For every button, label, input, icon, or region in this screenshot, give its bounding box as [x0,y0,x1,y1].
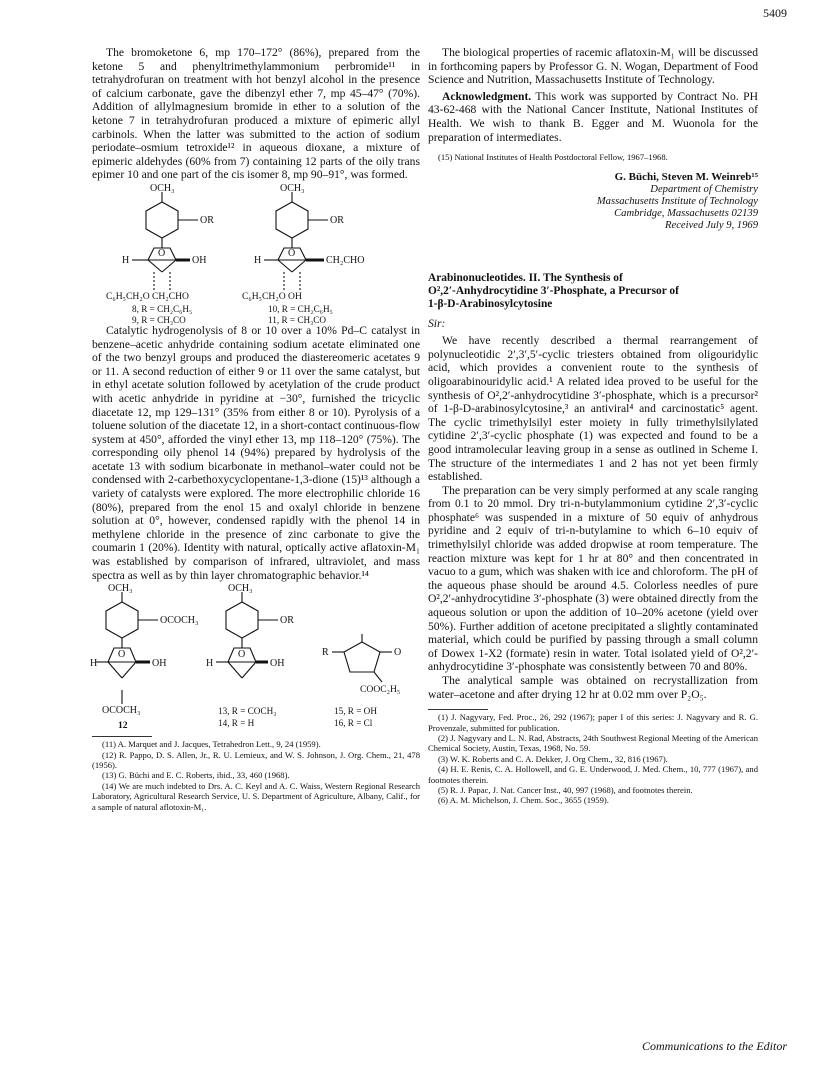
ack-text: This work was supported by Contract No. PH 43-62-468 with the National Cancer Institute, National Institutes of Health. We wish to thank B. Egger and M. Wuonola for the preparation of intermediates. [428,89,758,144]
label-h: H [90,658,98,670]
footnote: (14) We are much indebted to Drs. A. C. Keyl and A. C. Waiss, Western Regional Research Laboratory, Agricultural Research Service, U. S. Department of Agriculture, Albany, Calif., for a sample of natural aflotoxin-M₁. [92,780,420,812]
label-och3: OCH₃ [108,583,133,595]
footnote: (1) J. Nagyvary, Fed. Proc., 26, 292 (1967); paper I of this series: J. Nagyvary and R. G. Provenzale, submitted for publication. [428,712,758,733]
label-ch2cho: CH₂CHO [326,254,365,266]
institution: Massachusetts Institute of Technology [596,195,758,207]
footnote: (12) R. Pappo, D. S. Allen, Jr., R. U. Lemieux, and W. S. Johnson, J. Org. Chem., 21, 478 (1956). [92,749,420,771]
footnote: (3) W. K. Roberts and C. A. Dekker, J. Org Chem., 32, 816 (1967). [438,753,668,764]
left-column [92,46,420,812]
footnote: (15) National Institutes of Health Postdoctoral Fellow, 1967–1968. [438,152,668,163]
structure-drawing [92,182,420,324]
compound-label-8: 8, R = CH₂C₆H₅ [132,303,193,314]
footnote: (13) G. Büchi and E. C. Roberts, ibid., 33, 460 (1968). [102,770,290,781]
article-title [428,272,758,311]
compound-label-14: 14, R = H [218,718,255,729]
paragraph: We have recently described a thermal rearrangement of polynucleotidic 2′,3′,5′-cyclic triesters obtained from oligouridylic acid, which provides a convenient route to the synthesis of oligoarabinouridylic acid.¹ A related idea proved to be useful for the synthesis of O²,2′-anhydrocytidine 3′-phosphate, which is a precursor² of 1-β-D-arabinosylcytosine,³ an antiviral⁴ and carcinostatic⁵ agent. The cyclic trimethylsilyl ester moiety in fully trimethylsilylated cytidine 2′,3′-cyclic phosphate (1) was expected and found to be a good intramolecular leaving group in a sense as outlined in Scheme I. The structure of the intermediates 1 and 2 has not yet been firmly established. [428,334,758,484]
footnote: (6) A. M. Michelson, J. Chem. Soc., 3655 (1959). [438,795,609,806]
journal-section-footer: Communications to the Editor [642,1039,787,1053]
compound-label-13: 13, R = COCH₃ [218,706,277,717]
label-h: H [122,254,130,266]
right-column [428,46,758,806]
paragraph: The preparation can be very simply performed at any scale ranging from 0.1 to 20 mmol. Dry tri-n-butylammonium cytidine 2′,3′-cyclic phosphate⁶ was suspended in a mixture of 50 equiv of anhydrous pyridine and 2 equiv of tri-n-butylamine to which 6–10 equiv of trimethylsilyl chloride was added dropwise at room temperature. The reaction mixture was kept for 1 hr at 80° and then concentrated in vacuo to a gum, which was shaken with ice and chloroform. The pH of the aqueous phase should be around 4.5. Colorless needles of pure O²,2′-anhydrocytidine 3′-phosphate (3) were obtained directly from the aqueous solution or upon the addition of 10–20% acetone (yield over 50%). Further addition of acetone precipitated a slightly contaminated material, which could be purified by passing through a small column of Dowex 1-X2 (formate) resin in water. Total isolated yield of O²,2′-anhydrocytidine 3′-phosphate was consistently between 70 and 80%. [428,483,758,674]
footnote: (4) H. E. Renis, C. A. Hollowell, and G. E. Underwood, J. Med. Chem., 10, 777 (1967), and footnotes therein. [428,764,758,785]
label-och3: OCH₃ [280,182,305,194]
page-number: 5409 [763,6,787,20]
paragraph: Catalytic hydrogenolysis of 8 or 10 over a 10% Pd–C catalyst in benzene–acetic anhydride containing sodium acetate eliminated one of the two benzyl groups and produced the diastereomeric acetates 9 or 11. A second reduction of either 9 or 11 over the same catalyst, but in ethyl acetate solution followed by acetylation of the crude product with acetic anhydride in pyridine at −30°, furnished the tricyclic diacetate 12, mp 129–131° (35% from either 8 or 10). Pyrolysis of a toluene solution of the diacetate 12, in a short-contact continuous-flow system at 450°, afforded the vinyl ether 13, mp 118–120° (75%). The corresponding oily phenol 14 (94%) prepared by hydrolysis of the acetate 13 with sodium bicarbonate in methanol–water could not be condensed with 2-carbethoxycyclopentane-1,3-dione (15)¹³ although a variety of catalysts were explored. The more electrophilic chloride 16 (80%), prepared from the enol 15 and oxalyl chloride in benzene solution at 0°, however, condensed rapidly with the phenol 14 in methylene chloride in the presence of zinc carbonate to give the coumarin 1 (20%). Identity with natural, optically active aflatoxin-M₁ was established by comparison of infrared, ultraviolet, and mass spectra as well as by thin layer chromatographic behavior.¹⁴ [92,323,420,582]
title-line: Arabinonucleotides. II. The Synthesis of [428,271,623,284]
label-r: R [322,647,329,659]
structures-12-16 [92,582,420,732]
ack-label: Acknowledgment. [442,89,532,103]
compound-label-10: 10, R = CH₂C₆H₅ [268,303,333,314]
salutation: Sir: [428,316,446,330]
label-or: OR [280,615,294,627]
label-och3: OCH₃ [228,583,253,595]
label-och3: OCH₃ [150,182,175,194]
compound-label-16: 16, R = Cl [334,718,373,729]
label-or: OR [330,214,344,226]
label-substituents: C₆H₅CH₂O CH₂CHO [106,290,189,302]
city: Cambridge, Massachusetts 02139 [614,207,758,219]
label-ococh3: OCOCH₃ [160,615,199,627]
structure-drawing [92,582,420,732]
footnote: (2) J. Nagyvary and L. N. Rad, Abstracts, 24th Southwest Regional Meeting of the American Chemical Society, Austin, Texas, 1968, No. 59. [428,733,758,754]
paragraph: The biological properties of racemic aflatoxin-M₁ will be discussed in forthcoming papers by Professor G. N. Wogan, Department of Food Science and Nutrition, Massachusetts Institute of Technology. [428,46,758,87]
label-ococh3: OCOCH₃ [102,705,141,717]
title-line: O²,2′-Anhydrocytidine 3′-Phosphate, a Precursor of [428,284,679,297]
paragraph: The bromoketone 6, mp 170–172° (86%), prepared from the ketone 5 and phenyltrimethylammonium perbromide¹¹ in tetrahydrofuran on treatment with hot benzyl alcohol in the presence of calcium carbonate, gave the dibenzyl ether 7, mp 45–47° (70%). Addition of allylmagnesium bromide in ether to a solution of the ketone 7 in tetrahydrofuran produced a mixture of epimeric allyl carbinols. When the latter was submitted to the action of sodium periodate–osmium tetroxide¹² in aqueous dioxane, a mixture of epimeric aldehydes (60% from 7) containing 12 parts of the oily trans epimer 10 and one part of the cis isomer 8, mp 90–91°, was formed. [92,46,420,182]
label-h: H [206,658,214,670]
structures-8-11 [92,182,420,324]
label-oh: OH [270,658,285,670]
label-or: OR [200,214,214,226]
footnote: (5) R. J. Papac, J. Nat. Cancer Inst., 40, 997 (1968), and footnotes therein. [438,785,693,796]
label-o: O [118,649,126,661]
label-oh: OH [152,658,167,670]
label-o: O [288,247,296,259]
footnote-divider [428,709,488,710]
title-line: 1-β-D-Arabinosylcytosine [428,297,553,310]
label-o: O [238,649,246,661]
compound-label-15: 15, R = OH [334,706,377,717]
received-date: Received July 9, 1969 [665,219,758,231]
acknowledgment [428,90,758,144]
label-cooc2h5: COOC₂H₅ [360,684,401,696]
label-oh: OH [192,254,207,266]
label-h: H [254,254,262,266]
label-o: O [158,247,166,259]
compound-label-12: 12 [118,720,128,732]
signature-block [428,171,758,232]
compound-label-11: 11, R = CH₃CO [268,314,327,325]
department: Department of Chemistry [650,183,758,195]
paragraph: The analytical sample was obtained on recrystallization from water–acetone and after drying 12 hr at 0.02 mm over P₂O₅. [428,674,758,701]
footnote-divider [92,736,152,737]
compound-label-9: 9, R = CH₃CO [132,314,186,325]
footnote: (11) A. Marquet and J. Jacques, Tetrahedron Lett., 9, 24 (1959). [102,739,321,750]
label-substituents: C₆H₅CH₂O OH [242,290,302,302]
authors: G. Büchi, Steven M. Weinreb¹⁵ [614,170,758,183]
label-o: O [394,647,402,659]
